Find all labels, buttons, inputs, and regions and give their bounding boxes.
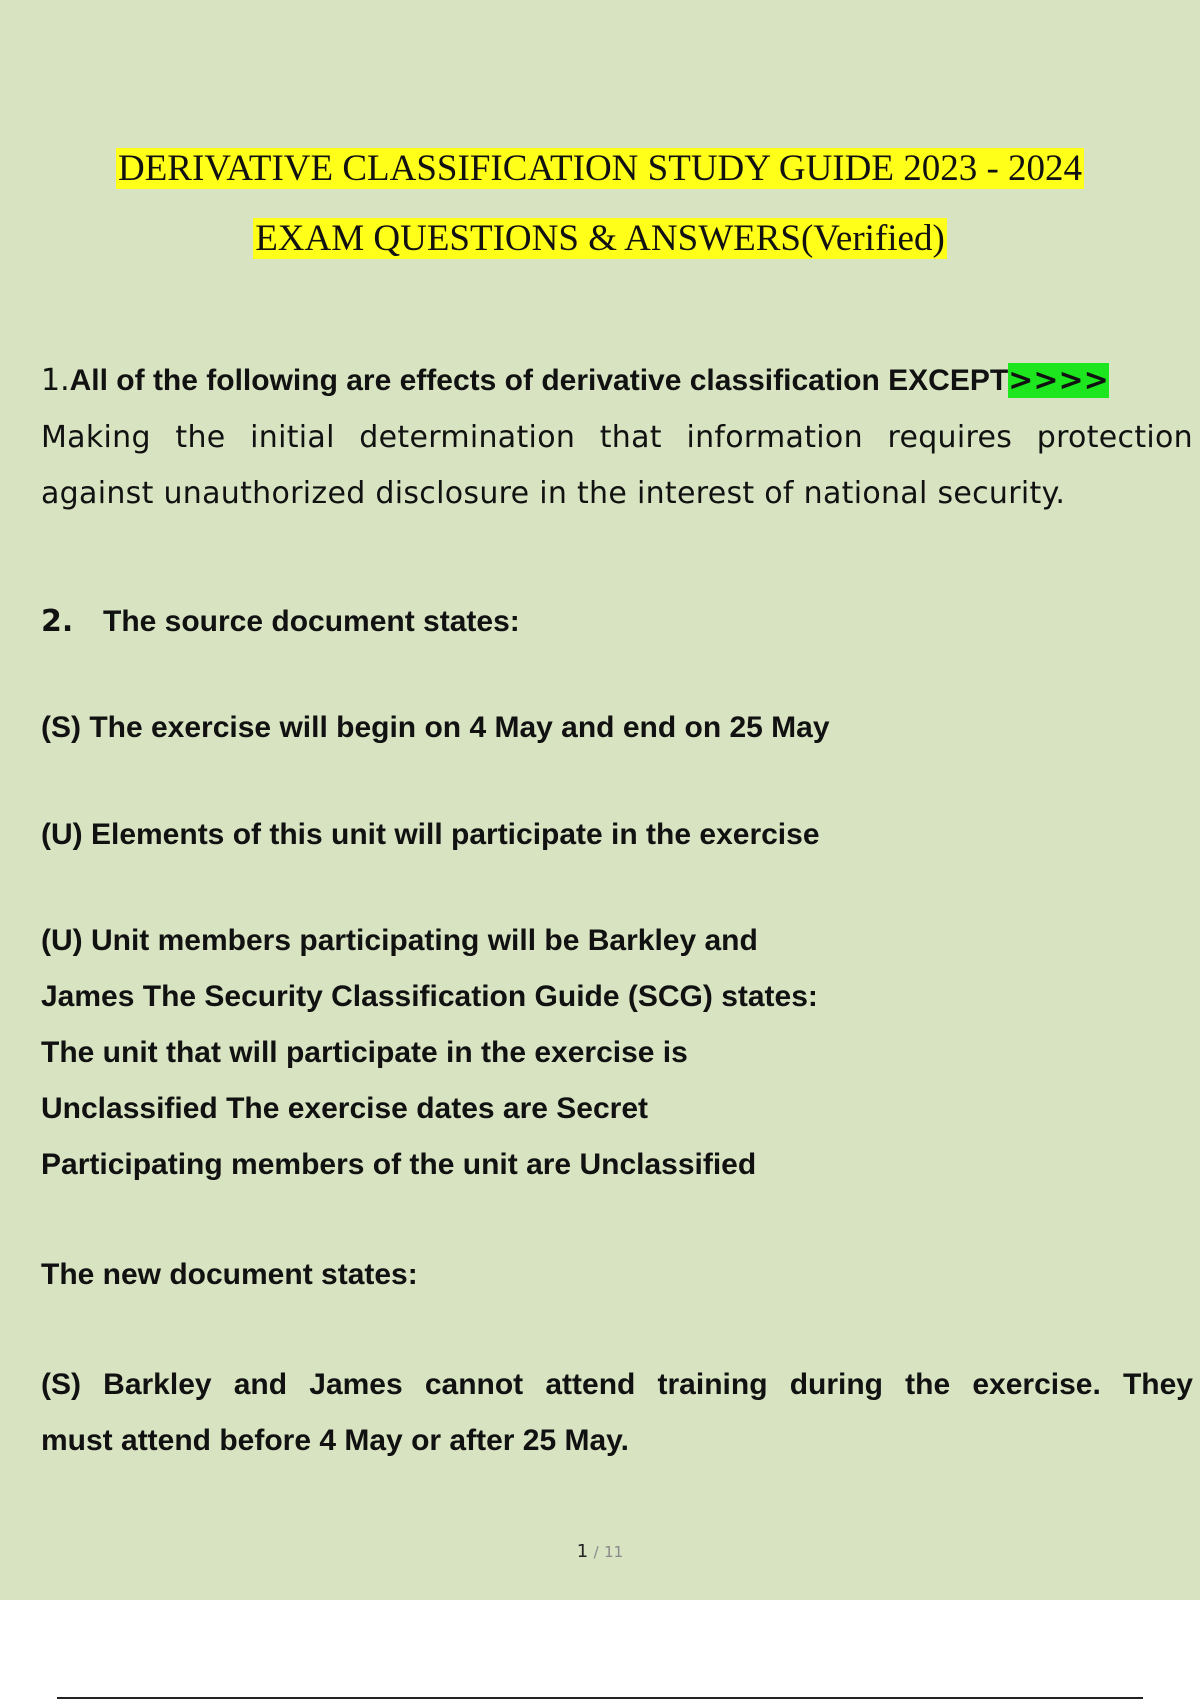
page-number [0, 1541, 1200, 1562]
source-paragraph-u-members [41, 913, 1193, 1193]
footer-divider [57, 1697, 1143, 1699]
question-1-answer [41, 410, 1193, 522]
source-paragraph-u-elements: (U) Elements of this unit will participate in the exercise [41, 818, 820, 851]
source-paragraph-s: (S) The exercise will begin on 4 May and end on 25 May [41, 711, 830, 744]
question-1 [41, 353, 1193, 409]
scg-line-1: (U) Unit members participating will be Barkley and [41, 924, 758, 957]
question-2-number: 2. [41, 604, 74, 639]
new-doc-line-1: (S) Barkley and James cannot attend training during the exercise. They [41, 1368, 1193, 1401]
question-2-heading: The source document states: [103, 605, 520, 638]
question-1-answer-line-1: Making the initial determination that information requires protection [41, 420, 1193, 455]
answer-marker: >>>> [1008, 363, 1109, 398]
scg-line-2: James The Security Classification Guide (SCG) states: [41, 980, 818, 1013]
question-1-number: 1. [41, 363, 70, 398]
title-highlight-2: EXAM QUESTIONS & ANSWERS(Verified) [255, 218, 945, 259]
question-1-answer-line-2: against unauthorized disclosure in the interest of national security. [41, 476, 1066, 511]
new-doc-line-2: must attend before 4 May or after 25 May. [41, 1424, 629, 1457]
document-title-line-2 [0, 215, 1200, 263]
scg-line-5: Participating members of the unit are Unclassified [41, 1148, 757, 1181]
scg-line-4: Unclassified The exercise dates are Secret [41, 1092, 649, 1125]
new-document-paragraph-s [41, 1357, 1193, 1469]
page-number-current: 1 [576, 1541, 589, 1562]
scg-line-3: The unit that will participate in the exercise is [41, 1036, 688, 1069]
page-number-total: 11 [604, 1543, 624, 1561]
question-2 [41, 594, 1193, 650]
question-1-text: All of the following are effects of derivative classification EXCEPT [69, 364, 1009, 397]
document-title-line-1 [0, 145, 1200, 193]
page-number-separator: / [593, 1543, 599, 1561]
title-highlight-1: DERIVATIVE CLASSIFICATION STUDY GUIDE 2023 - 2024 [117, 148, 1083, 189]
new-document-heading: The new document states: [41, 1258, 418, 1291]
